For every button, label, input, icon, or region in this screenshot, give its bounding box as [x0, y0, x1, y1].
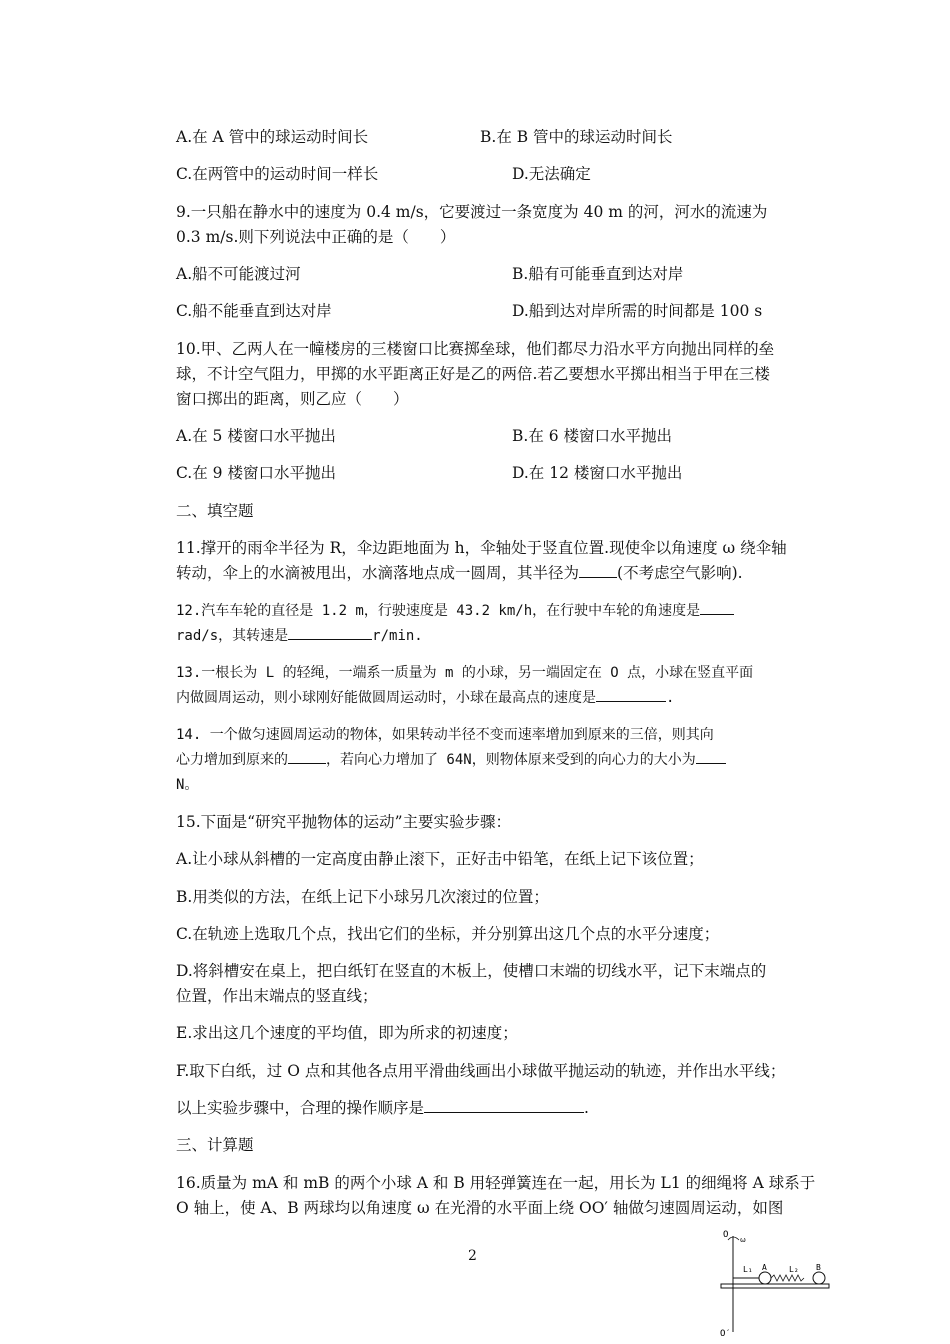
q12-text-2: rad/s，其转速是 [176, 628, 289, 644]
q14-line1: 14. 一个做匀速圆周运动的物体，如果转动半径不变而速率增加到原来的三倍，则其向 [176, 727, 714, 743]
q11-text: 转动，伞上的水滴被甩出，水滴落地点成一圆周，其半径为 [176, 564, 580, 582]
label-omega: ω [740, 1236, 746, 1244]
q8-option-c: C.在两管中的运动时间一样长 [176, 165, 379, 183]
q13-text: 内做圆周运动，则小球刚好能做圆周运动时，小球在最高点的速度是 [176, 690, 596, 706]
q10-option-d: D.在 12 楼窗口水平抛出 [512, 464, 683, 482]
q13-line2 [176, 687, 816, 709]
q10-options-row2 [176, 462, 816, 484]
q11-answer-blank[interactable] [579, 563, 617, 578]
label-b: B [816, 1263, 821, 1272]
label-l2: L₂ [789, 1265, 799, 1274]
rotating-spheres-diagram [715, 1228, 835, 1340]
label-o-top: O [723, 1230, 729, 1240]
q10-line2: 球，不计空气阻力，甲掷的水平距离正好是乙的两倍.若乙要想水平掷出相当于甲在三楼 [176, 365, 770, 383]
q15-step-f: F.取下白纸，过 O 点和其他各点用平滑曲线画出小球做平抛运动的轨迹，并作出水平线； [176, 1062, 786, 1080]
label-o-bottom: O′ [720, 1329, 731, 1339]
q14-line2 [176, 749, 816, 771]
q14-text: 心力增加到原来的 [176, 752, 288, 768]
q13-answer-blank[interactable] [596, 687, 666, 702]
q15-step-e: E.求出这几个速度的平均值，即为所求的初速度； [176, 1024, 518, 1042]
page-number: 2 [468, 1248, 477, 1264]
q11-text-tail: (不考虑空气影响). [617, 564, 743, 582]
q16-line2: O 轴上，使 A、B 两球均以角速度 ω 在光滑的水平面上绕 OO′ 轴做匀速圆周运动，如图 [176, 1199, 784, 1217]
q9-option-a: A.船不可能渡过河 [176, 265, 301, 283]
q15-step-c: C.在轨迹上选取几个点，找出它们的坐标，并分别算出这几个点的水平分速度； [176, 925, 720, 943]
q9-option-c: C.船不能垂直到达对岸 [176, 302, 332, 320]
section-heading-fill-in: 二、填空题 [176, 502, 254, 520]
label-l1: L₁ [743, 1265, 753, 1274]
q8-option-d: D.无法确定 [512, 165, 591, 183]
q15-step-b: B.用类似的方法，在纸上记下小球另几次滚过的位置； [176, 888, 549, 906]
q8-option-b: B.在 B 管中的球运动时间长 [480, 128, 673, 146]
spring [771, 1275, 804, 1281]
section-heading-calculation: 三、计算题 [176, 1136, 254, 1154]
q11-line2 [176, 562, 816, 584]
q13-text-tail: . [666, 690, 675, 706]
q12-text-tail: r/min. [372, 628, 423, 644]
q15-step-d-line1: D.将斜槽安在桌上，把白纸钉在竖直的木板上，使槽口末端的切线水平，记下末端点的 [176, 962, 767, 980]
q15-answer-text: 以上实验步骤中，合理的操作顺序是 [176, 1099, 425, 1117]
q9-options-row2 [176, 300, 816, 322]
q10-options-row1 [176, 425, 816, 447]
q10-option-a: A.在 5 楼窗口水平抛出 [176, 427, 336, 445]
q15-step-a: A.让小球从斜槽的一定高度由静止滚下，正好击中铅笔，在纸上记下该位置； [176, 850, 704, 868]
q14-line3: N。 [176, 777, 199, 793]
ball-b [813, 1272, 825, 1284]
q12-line2 [176, 625, 816, 647]
q8-option-a: A.在 A 管中的球运动时间长 [176, 128, 369, 146]
q10-line3: 窗口掷出的距离，则乙应（ ） [176, 390, 409, 408]
ball-a [759, 1272, 771, 1284]
q13-line1: 13.一根长为 L 的轻绳，一端系一质量为 m 的小球，另一端固定在 O 点，小球在竖直平面 [176, 665, 754, 681]
q14-answer-blank-1[interactable] [288, 749, 326, 764]
q12-answer-blank-1[interactable] [700, 600, 734, 615]
q9-option-b: B.船有可能垂直到达对岸 [512, 265, 684, 283]
q9-option-d: D.船到达对岸所需的时间都是 100 s [512, 302, 763, 320]
q10-line1: 10.甲、乙两人在一幢楼房的三楼窗口比赛掷垒球，他们都尽力沿水平方向抛出同样的垒 [176, 340, 775, 358]
q15-step-d-line2: 位置，作出末端点的竖直线； [176, 987, 378, 1005]
q12-line1 [176, 600, 816, 622]
q11-line1: 11.撑开的雨伞半径为 R，伞边距地面为 h，伞轴处于竖直位置.现使伞以角速度 ω 绕伞轴 [176, 539, 787, 557]
q15-answer-blank[interactable] [424, 1098, 584, 1113]
q12-answer-blank-2[interactable] [288, 625, 372, 640]
q15-intro: 15.下面是“研究平抛物体的运动”主要实验步骤： [176, 813, 511, 831]
q9-options-row1 [176, 263, 816, 285]
q14-answer-blank-2[interactable] [696, 749, 726, 764]
q15-answer-line [176, 1097, 816, 1119]
q8-options-row1 [176, 126, 816, 148]
q10-option-c: C.在 9 楼窗口水平抛出 [176, 464, 336, 482]
q10-option-b: B.在 6 楼窗口水平抛出 [512, 427, 673, 445]
q9-line2: 0.3 m/s.则下列说法中正确的是（ ） [176, 228, 456, 246]
horizontal-plane [721, 1284, 829, 1288]
q15-answer-tail: . [584, 1099, 589, 1117]
q9-line1: 9.一只船在静水中的速度为 0.4 m/s，它要渡过一条宽度为 40 m 的河，河水的流速为 [176, 203, 768, 221]
q12-text: 12.汽车车轮的直径是 1.2 m，行驶速度是 43.2 km/h，在行驶中车轮的角速度是 [176, 603, 701, 619]
label-a: A [762, 1263, 767, 1272]
q8-options-row2 [176, 163, 816, 185]
q16-line1: 16.质量为 mA 和 mB 的两个小球 A 和 B 用轻弹簧连在一起，用长为 L1 的细绳将 A 球系于 [176, 1174, 816, 1192]
q14-text-mid: ，若向心力增加了 64N，则物体原来受到的向心力的大小为 [326, 752, 696, 768]
